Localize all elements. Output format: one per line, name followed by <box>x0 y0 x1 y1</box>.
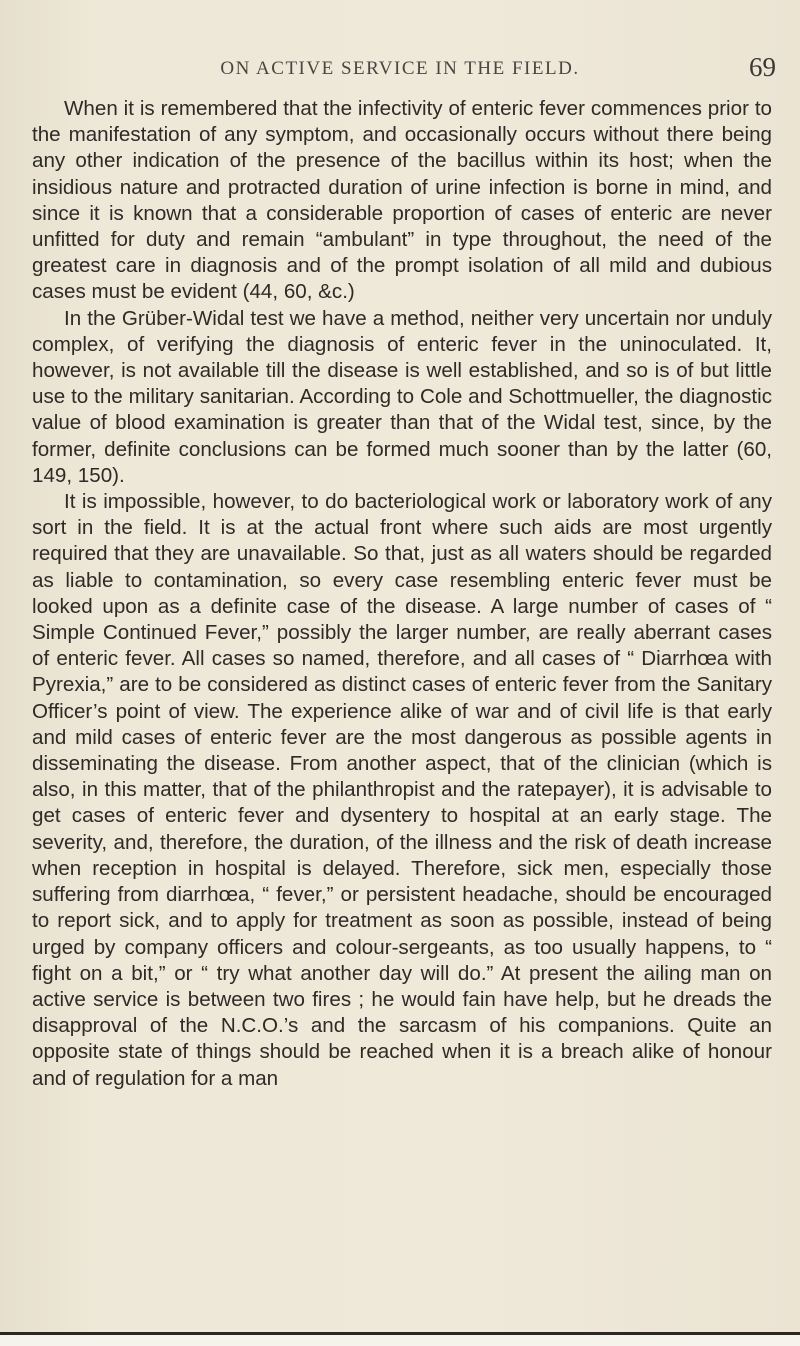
paragraph: In the Grüber-Widal test we have a method, neither very uncertain nor unduly complex, of verifying the diagnosis of enteric fever in the uninoculated. It, however, is not available till the disease is well established, and so is of but little use to the military sanitarian. According to Cole and Schottmueller, the diagnostic value of blood examination is greater than that of the Widal test, since, by the former, definite conclusions can be formed much sooner than by the latter (60, 149, 150). <box>32 306 772 487</box>
body-text <box>32 96 772 1092</box>
running-head: ON ACTIVE SERVICE IN THE FIELD. <box>220 58 580 79</box>
page-bottom-margin <box>0 1335 800 1346</box>
paragraph: When it is remembered that the infectivity of enteric fever commences prior to the manifestation of any symptom, and occasionally occurs without there being any other indication of the presence of the bacillus within its host; when the insidious nature and protracted duration of urine infection is borne in mind, and since it is known that a considerable proportion of cases of enteric are never unfitted for duty and remain “ambulant” in type throughout, the need of the greatest care in diagnosis and of the prompt isolation of all mild and dubious cases must be evident (44, 60, &c.) <box>32 97 772 304</box>
page-header <box>0 52 800 92</box>
page-number: 69 <box>749 52 776 82</box>
paragraph: It is impossible, however, to do bacteriological work or laboratory work of any sort in the field. It is at the actual front where such aids are most urgently required that they are unavailable. So that, just as all waters should be regarded as liable to contamination, so every case resembling enteric fever must be looked upon as a definite case of the disease. A large number of cases of “ Simple Continued Fever,” possibly the larger number, are really aberrant cases of enteric fever. All cases so named, therefore, and all cases of “ Diarrhœa with Pyrexia,” are to be considered as distinct cases of enteric fever from the Sanitary Officer’s point of view. The experience alike of war and of civil life is that early and mild cases of enteric fever are the most dangerous as possible agents in disseminating the disease. From another aspect, that of the clinician (which is also, in this matter, that of the philanthropist and the ratepayer), it is advisable to get cases of enteric fever and dysentery to hospital at an early stage. The severity, and, therefore, the duration, of the illness and the risk of death increase when reception in hospital is delayed. Therefore, sick men, especially those suffering from diarrhœa, “ fever,” or persistent headache, should be encouraged to report sick, and to apply for treatment as soon as possible, instead of being urged by company officers and colour-sergeants, as too usually happens, to “ fight on a bit,” or “ try what another day will do.” At present the ailing man on active service is between two fires ; he would fain have help, but he dreads the disapproval of the N.C.O.’s and the sarcasm of his companions. Quite an opposite state of things should be reached when it is a breach alike of honour and of regulation for a man <box>32 490 772 1090</box>
